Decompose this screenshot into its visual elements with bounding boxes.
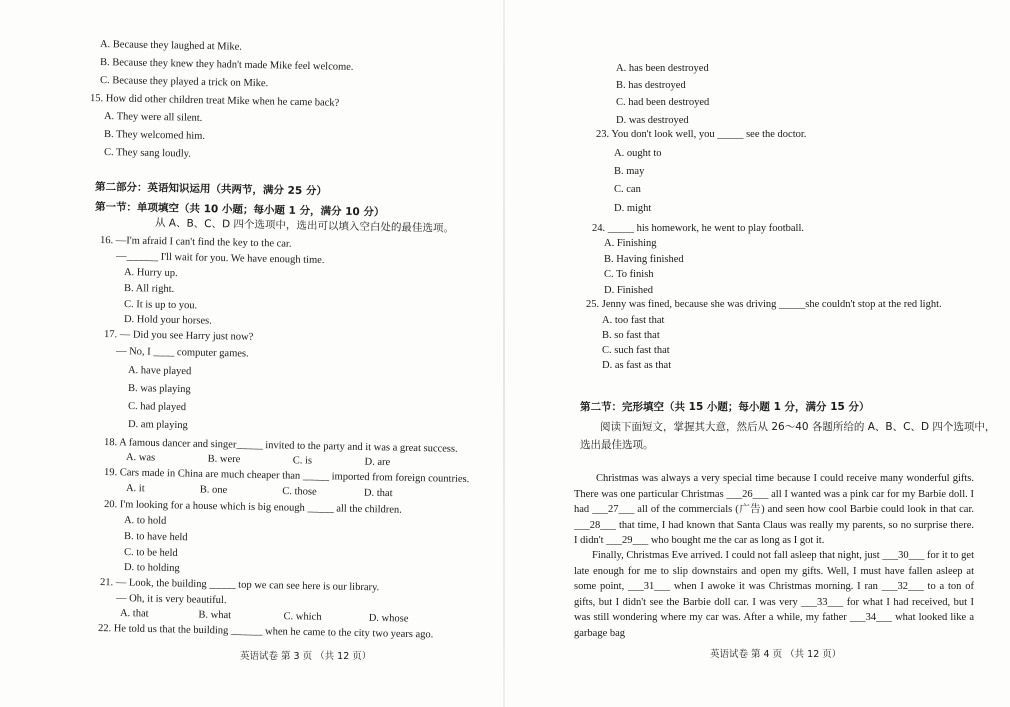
q24-stem: 24. _____ his homework, he went to play football. [592, 223, 805, 234]
q25-option-d: D. as fast as that [602, 360, 672, 371]
q17-option-b: B. was playing [127, 383, 191, 396]
q22-stem: 22. He told us that the building ______ when he came to the city two years ago. [97, 623, 434, 641]
section2-instruction-cont: 选出最佳选项。 [580, 439, 654, 451]
q24-option-c: C. To finish [604, 269, 654, 280]
q22-option-d: D. was destroyed [616, 115, 689, 126]
part2-heading: 第二部分：英语知识运用（共两节，满分 25 分） [94, 181, 328, 198]
q14-option-c: C. Because they played a trick on Mike. [99, 75, 269, 90]
q16-stem: 16. —I'm afraid I can't find the key to the car. [99, 235, 292, 250]
q23-option-a: A. ought to [614, 148, 662, 159]
q20-stem: 20. I'm looking for a house which is big enough _____ all the children. [103, 499, 402, 516]
q15-option-c: C. They sang loudly. [103, 147, 192, 160]
q16-option-b: B. All right. [123, 283, 175, 295]
right-page-footer: 英语试卷 第 4 页 （共 12 页） [710, 649, 842, 660]
q21-options: A. that B. what C. which D. whose [119, 608, 409, 625]
q24-option-b: B. Having finished [604, 254, 684, 265]
section1-instruction: 从 A、B、C、D 四个选项中，选出可以填入空白处的最佳选项。 [154, 217, 455, 235]
q19-options: A. it B. one C. those D. that [125, 483, 393, 500]
q24-option-a: A. Finishing [604, 238, 657, 249]
q15-option-b: B. They welcomed him. [103, 129, 206, 142]
q23-option-b: B. may [614, 166, 645, 177]
q23-stem: 23. You don't look well, you _____ see the doctor. [596, 129, 807, 140]
q20-option-a: A. to hold [123, 515, 167, 527]
q17-option-a: A. have played [127, 365, 192, 378]
q18-stem: 18. A famous dancer and singer_____ invited to the party and it was a great success. [103, 437, 458, 455]
q22-option-b: B. has destroyed [616, 80, 686, 91]
q18-options: A. was B. were C. is D. are [125, 452, 391, 469]
section1-heading: 第一节：单项填空（共 10 小题；每小题 1 分，满分 10 分） [94, 201, 385, 219]
page-fold [503, 0, 505, 707]
q17-stem: 17. — Did you see Harry just now? [103, 329, 254, 343]
q17-response: — No, I ____ computer games. [115, 346, 249, 360]
section2-instruction: 阅读下面短文，掌握其大意，然后从 26～40 各题所给的 A、B、C、D 四个选项中， [600, 421, 996, 433]
q23-option-c: C. can [614, 184, 641, 195]
q17-option-c: C. had played [127, 401, 187, 414]
q22-option-c: C. had been destroyed [616, 97, 710, 108]
q19-stem: 19. Cars made in China are much cheaper than _____ imported from foreign countries. [103, 467, 470, 486]
q17-option-d: D. am playing [127, 419, 188, 432]
q20-option-d: D. to holding [123, 562, 180, 575]
q14-option-b: B. Because they knew they hadn't made Mike feel welcome. [99, 57, 354, 73]
passage-paragraph-2: Finally, Christmas Eve arrived. I could not fall asleep that night, just ___30___ for it to get late enough for me to slip downstairs and open my gifts. Well, I must have fallen asleep at some point, ___31___ when I awoke it was Christmas morning. I ran ___32___ to a ton of gifts, but I didn't see the Barbie doll car. I was very ___33___ for what I had received, but I was still wondering where my car was. After a while, my father ___34___ what looked like a garbage bag [574, 550, 974, 639]
q16-response: —______ I'll wait for you. We have enough time. [115, 251, 325, 267]
left-page-footer: 英语试卷 第 3 页 （共 12 页） [240, 651, 372, 662]
q16-option-a: A. Hurry up. [123, 267, 178, 280]
q21-response: — Oh, it is very beautiful. [115, 593, 227, 607]
q25-option-b: B. so fast that [602, 330, 660, 341]
q14-option-a: A. Because they laughed at Mike. [99, 39, 243, 53]
q16-option-d: D. Hold your horses. [123, 314, 212, 327]
q23-option-d: D. might [614, 203, 652, 214]
q16-option-c: C. It is up to you. [123, 299, 198, 312]
q22-option-a: A. has been destroyed [616, 63, 709, 74]
q25-stem: 25. Jenny was fined, because she was driving _____she couldn't stop at the red light. [586, 299, 942, 310]
q20-option-b: B. to have held [123, 531, 188, 544]
q15-option-a: A. They were all silent. [103, 111, 203, 124]
passage-paragraph-1: Christmas was always a very special time because I could receive many wonderful gifts. There was one particular Christmas ___26___ all I wanted was a pink car for my Barbie doll. I had ___27___ all of the commercials (广告) and seen how cool Barbie could look in that car. ___28___ that time, I had known that Santa Claus was really my parents, so no surprise there. I didn't ___29___ who bought me the car as long as I got it. [574, 473, 974, 546]
q25-option-a: A. too fast that [602, 315, 665, 326]
q25-option-c: C. such fast that [602, 345, 670, 356]
q15-stem: 15. How did other children treat Mike when he came back? [89, 93, 340, 109]
q21-stem: 21. — Look, the building _____ top we can see here is our library. [99, 577, 380, 594]
q24-option-d: D. Finished [604, 285, 654, 296]
section2-heading: 第二节：完形填空（共 15 小题；每小题 1 分，满分 15 分） [580, 401, 870, 413]
q20-option-c: C. to be held [123, 547, 178, 560]
